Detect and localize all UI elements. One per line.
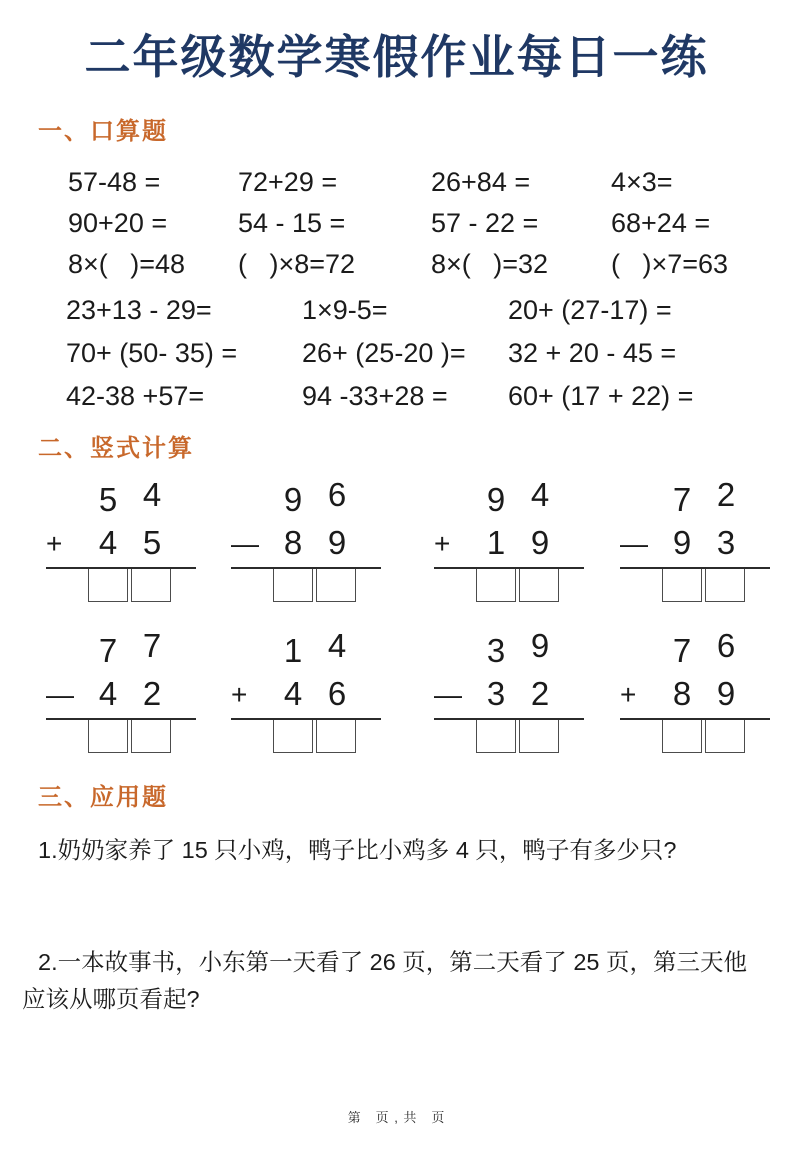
answer-box-ones xyxy=(705,720,745,753)
section-heading-word: 三、应用题 xyxy=(38,784,168,812)
page-title: 二年级数学寒假作业每日一练 xyxy=(84,31,709,83)
oral-problem: 57 - 22 = xyxy=(431,208,539,239)
digit-tens: 1 xyxy=(486,524,506,562)
answer-box-ones xyxy=(705,569,745,602)
digit-tens: 1 xyxy=(283,632,303,670)
answer-box-tens xyxy=(662,569,702,602)
oral-problem: ( )×7=63 xyxy=(611,249,729,280)
oral-problem: 70+ (50- 35) = xyxy=(66,338,238,369)
worksheet-page xyxy=(0,30,793,1125)
page-footer: 第 页 , 共 页 xyxy=(347,1110,446,1125)
digit-ones: 2 xyxy=(716,476,736,514)
bottom-operand xyxy=(231,524,381,564)
vertical-calc-problem xyxy=(231,627,381,753)
answer-boxes xyxy=(273,720,381,753)
word-problem-1: 1.奶奶家养了 15 只小鸡，鸭子比小鸡多 4 只，鸭子有多少只? xyxy=(38,837,677,864)
digit-tens: 3 xyxy=(486,632,506,670)
operator-sign: — xyxy=(620,528,648,560)
digit-ones: 6 xyxy=(327,675,347,713)
oral-problem: 23+13 - 29= xyxy=(66,295,212,326)
answer-boxes xyxy=(476,569,584,602)
oral-problems-grid-b xyxy=(66,289,793,418)
answer-box-tens xyxy=(88,720,128,753)
vertical-calc-problem xyxy=(434,627,584,753)
digit-ones: 5 xyxy=(142,524,162,562)
digit-tens: 8 xyxy=(283,524,303,562)
oral-problem: 94 -33+28 = xyxy=(302,381,448,412)
answer-boxes xyxy=(88,720,196,753)
section-heading-vertical: 二、竖式计算 xyxy=(38,435,194,463)
answer-boxes xyxy=(662,569,770,602)
oral-problem: 90+20 = xyxy=(68,208,168,239)
digit-ones: 6 xyxy=(327,476,347,514)
digit-tens: 4 xyxy=(98,675,118,713)
top-operand xyxy=(620,627,770,670)
digit-tens: 9 xyxy=(672,524,692,562)
section-heading-oral: 一、口算题 xyxy=(38,118,168,146)
bottom-operand xyxy=(46,675,196,715)
oral-problem: 26+84 = xyxy=(431,167,531,198)
answer-box-ones xyxy=(131,569,171,602)
word-problem-2-continued: 应该从哪页看起? xyxy=(22,986,200,1013)
answer-box-tens xyxy=(662,720,702,753)
answer-box-ones xyxy=(131,720,171,753)
vertical-calc-problem xyxy=(434,476,584,602)
digit-ones: 9 xyxy=(716,675,736,713)
digit-tens: 7 xyxy=(672,481,692,519)
vertical-calc-problem xyxy=(46,476,196,602)
digit-tens: 9 xyxy=(283,481,303,519)
oral-problem: ( )×8=72 xyxy=(238,249,356,280)
digit-ones: 2 xyxy=(530,675,550,713)
digit-tens: 4 xyxy=(98,524,118,562)
word-problem-2: 2.一本故事书，小东第一天看了 26 页，第二天看了 25 页，第三天他 xyxy=(38,949,747,976)
vertical-calc-grid xyxy=(46,476,793,753)
digit-ones: 4 xyxy=(142,476,162,514)
oral-problem: 42-38 +57= xyxy=(66,381,205,412)
digit-ones: 9 xyxy=(530,627,550,665)
digit-tens: 3 xyxy=(486,675,506,713)
answer-box-tens xyxy=(273,720,313,753)
operator-sign: — xyxy=(231,528,259,560)
oral-problem: 60+ (17 + 22) = xyxy=(508,381,694,412)
digit-tens: 7 xyxy=(672,632,692,670)
oral-problem: 1×9-5= xyxy=(302,295,388,326)
answer-box-ones xyxy=(316,569,356,602)
answer-box-ones xyxy=(519,720,559,753)
bottom-operand xyxy=(434,675,584,715)
oral-problem: 72+29 = xyxy=(238,167,338,198)
digit-ones: 2 xyxy=(142,675,162,713)
digit-ones: 7 xyxy=(142,627,162,665)
operator-sign: + xyxy=(231,679,248,711)
digit-tens: 7 xyxy=(98,632,118,670)
answer-boxes xyxy=(88,569,196,602)
digit-tens: 5 xyxy=(98,481,118,519)
answer-boxes xyxy=(662,720,770,753)
digit-ones: 9 xyxy=(530,524,550,562)
operator-sign: + xyxy=(434,528,451,560)
oral-problem: 57-48 = xyxy=(68,167,161,198)
vertical-calc-problem xyxy=(231,476,381,602)
answer-box-tens xyxy=(476,569,516,602)
top-operand xyxy=(620,476,770,519)
top-operand xyxy=(46,627,196,670)
operator-sign: — xyxy=(46,679,74,711)
oral-problem: 20+ (27-17) = xyxy=(508,295,672,326)
answer-box-tens xyxy=(476,720,516,753)
top-operand xyxy=(434,627,584,670)
answer-box-ones xyxy=(316,720,356,753)
digit-tens: 4 xyxy=(283,675,303,713)
digit-tens: 8 xyxy=(672,675,692,713)
digit-ones: 6 xyxy=(716,627,736,665)
digit-tens: 9 xyxy=(486,481,506,519)
bottom-operand xyxy=(620,524,770,564)
vertical-calc-problem xyxy=(620,627,770,753)
answer-box-tens xyxy=(88,569,128,602)
top-operand xyxy=(231,476,381,519)
vertical-calc-problem xyxy=(46,627,196,753)
bottom-operand xyxy=(620,675,770,715)
oral-problem: 32 + 20 - 45 = xyxy=(508,338,677,369)
bottom-operand xyxy=(434,524,584,564)
bottom-operand xyxy=(231,675,381,715)
operator-sign: — xyxy=(434,679,462,711)
vertical-calc-problem xyxy=(620,476,770,602)
answer-boxes xyxy=(476,720,584,753)
answer-boxes xyxy=(273,569,381,602)
digit-ones: 4 xyxy=(530,476,550,514)
oral-problem: 26+ (25-20 )= xyxy=(302,338,466,369)
digit-ones: 4 xyxy=(327,627,347,665)
digit-ones: 9 xyxy=(327,524,347,562)
oral-problems-grid-a xyxy=(68,162,793,285)
oral-problem: 4×3= xyxy=(611,167,673,198)
oral-problem: 8×( )=32 xyxy=(431,249,549,280)
top-operand xyxy=(46,476,196,519)
oral-problem: 54 - 15 = xyxy=(238,208,346,239)
oral-problem: 68+24 = xyxy=(611,208,711,239)
operator-sign: + xyxy=(620,679,637,711)
top-operand xyxy=(434,476,584,519)
digit-ones: 3 xyxy=(716,524,736,562)
operator-sign: + xyxy=(46,528,63,560)
bottom-operand xyxy=(46,524,196,564)
oral-problem: 8×( )=48 xyxy=(68,249,186,280)
top-operand xyxy=(231,627,381,670)
answer-box-ones xyxy=(519,569,559,602)
answer-box-tens xyxy=(273,569,313,602)
